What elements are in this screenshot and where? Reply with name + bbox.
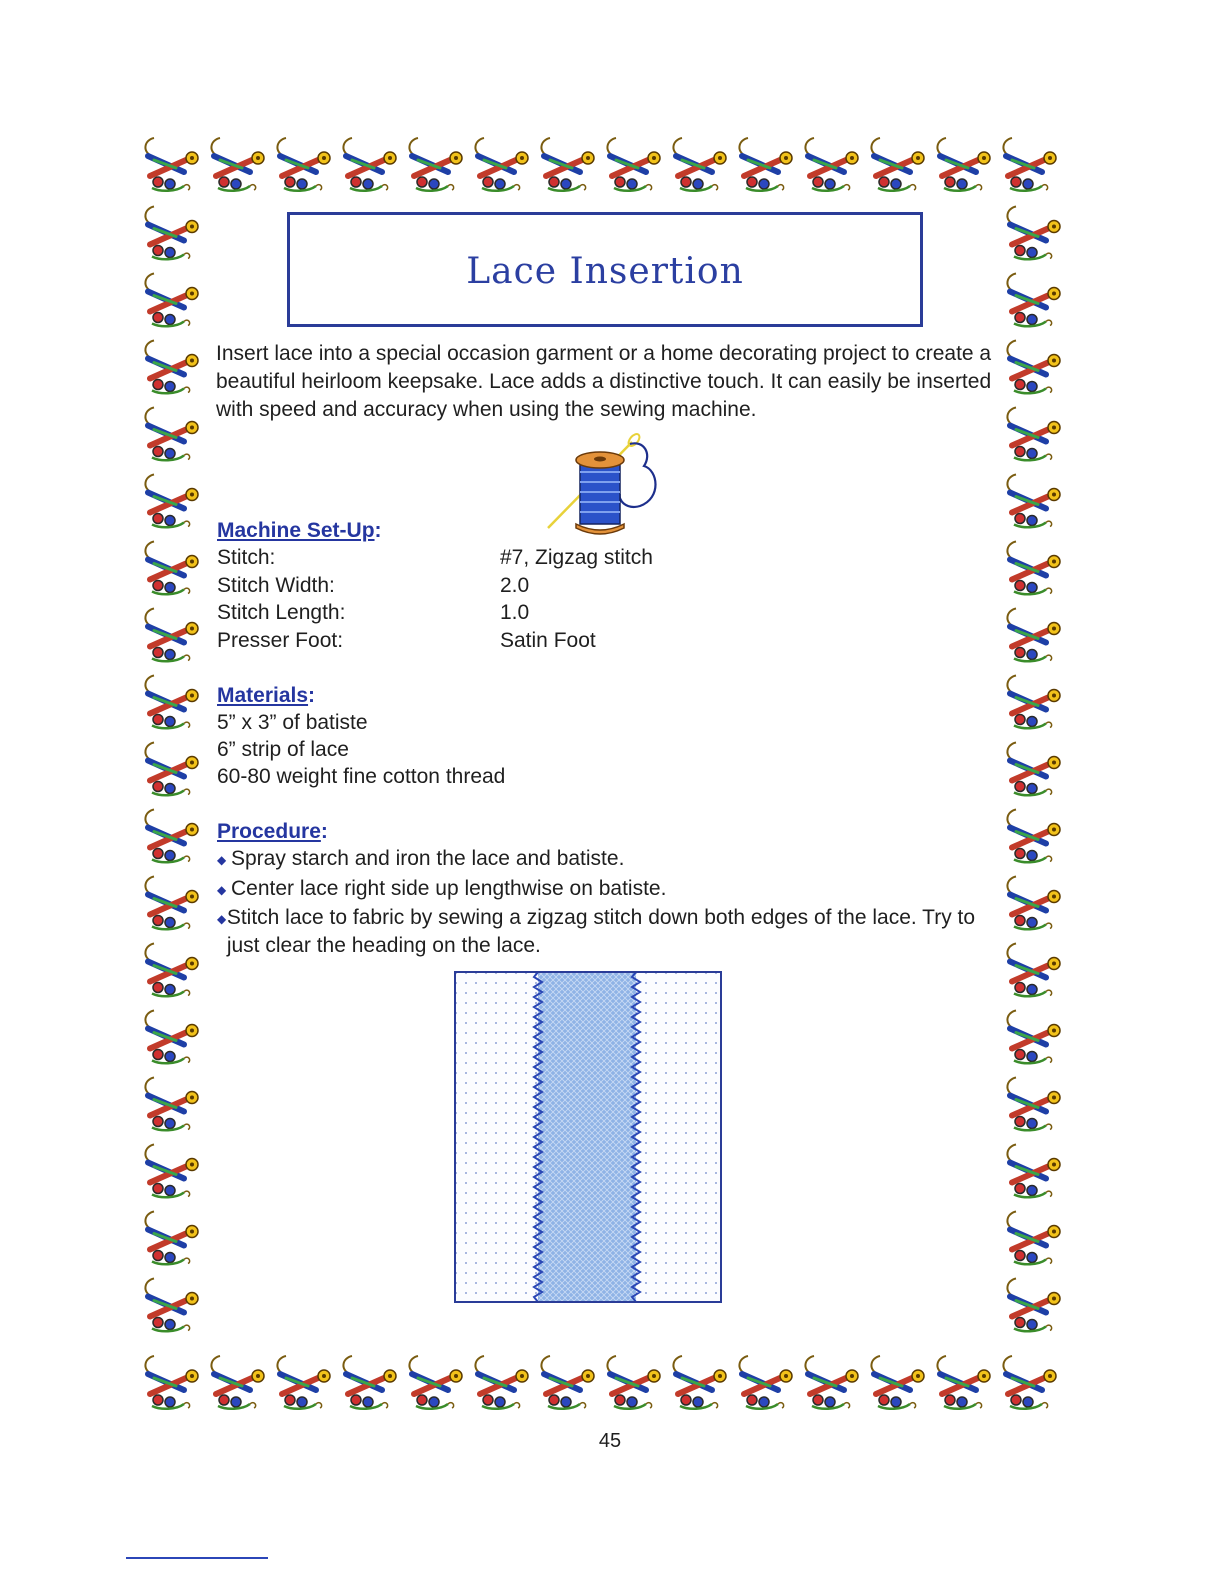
scissors-spool-icon bbox=[1002, 667, 1064, 734]
scissors-spool-icon bbox=[602, 1350, 664, 1412]
scissors-spool-icon bbox=[1002, 935, 1064, 1002]
procedure-step: Stitch lace to fabric by sewing a zigzag stitch down both edges of the lace. Try to just clear the heading on the lace. bbox=[226, 906, 976, 957]
scissors-spool-icon bbox=[140, 132, 202, 194]
scissors-spool-icon bbox=[338, 132, 400, 194]
scissors-spool-icon bbox=[998, 132, 1060, 194]
scissors-spool-icon bbox=[206, 1350, 268, 1412]
scissors-spool-icon bbox=[1002, 734, 1064, 801]
scissors-spool-icon bbox=[668, 132, 730, 194]
setup-label: Stitch Width: bbox=[217, 573, 335, 597]
page-title: Lace Insertion bbox=[466, 251, 744, 292]
machine-setup-table bbox=[217, 544, 653, 654]
list-item: 5” x 3” of batiste bbox=[217, 711, 368, 734]
scissors-spool-icon bbox=[206, 132, 268, 194]
machine-setup-heading: Machine Set-Up: bbox=[217, 519, 382, 542]
procedure-heading-text: Procedure bbox=[217, 820, 321, 843]
setup-label: Stitch Length: bbox=[217, 601, 346, 624]
bullet-icon: ◆ bbox=[217, 882, 227, 897]
scissors-spool-icon bbox=[140, 1069, 202, 1136]
scissors-spool-icon bbox=[536, 1350, 598, 1412]
bullet-icon: ◆ bbox=[217, 912, 227, 926]
scissors-spool-icon bbox=[140, 399, 202, 466]
scissors-spool-icon bbox=[272, 1350, 334, 1412]
scissors-spool-icon bbox=[1002, 533, 1064, 600]
setup-row bbox=[217, 572, 653, 600]
intro-paragraph: Insert lace into a special occasion garment or a home decorating project to create a beautiful heirloom keepsake. Lace adds a distinctive touch. It can easily be inserted with speed and accuracy when using the sewing machine. bbox=[216, 342, 992, 421]
scissors-spool-icon bbox=[140, 734, 202, 801]
scissors-spool-icon bbox=[734, 1350, 796, 1412]
scissors-spool-icon bbox=[140, 667, 202, 734]
decorative-border-right bbox=[1002, 198, 1064, 1337]
scissors-spool-icon bbox=[1002, 600, 1064, 667]
machine-setup-heading-text: Machine Set-Up bbox=[217, 519, 375, 542]
scissors-spool-icon bbox=[140, 332, 202, 399]
thread-spool-icon bbox=[540, 430, 665, 535]
footer-rule bbox=[126, 1557, 268, 1559]
list-item bbox=[217, 875, 977, 905]
setup-value: Satin Foot bbox=[500, 628, 596, 652]
scissors-spool-icon bbox=[470, 132, 532, 194]
setup-label: Stitch: bbox=[217, 546, 276, 569]
scissors-spool-icon bbox=[998, 1350, 1060, 1412]
scissors-spool-icon bbox=[800, 132, 862, 194]
scissors-spool-icon bbox=[866, 1350, 928, 1412]
lace-strip bbox=[538, 972, 636, 1302]
decorative-border-left bbox=[140, 198, 202, 1337]
setup-value: 1.0 bbox=[500, 601, 530, 624]
scissors-spool-icon bbox=[668, 1350, 730, 1412]
setup-value: #7, Zigzag stitch bbox=[500, 546, 653, 569]
lace-insertion-diagram bbox=[454, 971, 722, 1303]
scissors-spool-icon bbox=[140, 1002, 202, 1069]
decorative-border-top bbox=[140, 132, 1060, 194]
list-item: 60-80 weight fine cotton thread bbox=[217, 765, 506, 788]
scissors-spool-icon bbox=[1002, 1203, 1064, 1270]
scissors-spool-icon bbox=[140, 198, 202, 265]
scissors-spool-icon bbox=[272, 132, 334, 194]
scissors-spool-icon bbox=[140, 801, 202, 868]
materials-heading-text: Materials bbox=[217, 684, 309, 707]
procedure-step: Spray starch and iron the lace and batiste. bbox=[231, 847, 625, 870]
scissors-spool-icon bbox=[140, 600, 202, 667]
materials-list bbox=[217, 709, 505, 790]
bullet-icon: ◆ bbox=[217, 853, 227, 867]
scissors-spool-icon bbox=[1002, 466, 1064, 533]
scissors-spool-icon bbox=[1002, 1002, 1064, 1069]
scissors-spool-icon bbox=[140, 935, 202, 1002]
scissors-spool-icon bbox=[470, 1350, 532, 1412]
setup-row bbox=[217, 544, 653, 572]
scissors-spool-icon bbox=[1002, 265, 1064, 332]
scissors-spool-icon bbox=[1002, 399, 1064, 466]
scissors-spool-icon bbox=[1002, 1069, 1064, 1136]
list-item: 6” strip of lace bbox=[217, 738, 349, 761]
setup-row bbox=[217, 599, 653, 627]
scissors-spool-icon bbox=[1002, 868, 1064, 935]
scissors-spool-icon bbox=[140, 1136, 202, 1203]
scissors-spool-icon bbox=[1002, 332, 1064, 399]
scissors-spool-icon bbox=[140, 466, 202, 533]
setup-row bbox=[217, 627, 653, 655]
scissors-spool-icon bbox=[932, 1350, 994, 1412]
scissors-spool-icon bbox=[140, 1270, 202, 1337]
scissors-spool-icon bbox=[404, 132, 466, 194]
list-item bbox=[217, 904, 977, 959]
scissors-spool-icon bbox=[140, 265, 202, 332]
scissors-spool-icon bbox=[140, 1203, 202, 1270]
title-box bbox=[287, 212, 923, 327]
procedure-step: Center lace right side up lengthwise on batiste. bbox=[231, 876, 667, 900]
decorative-border-bottom bbox=[140, 1350, 1060, 1412]
scissors-spool-icon bbox=[866, 132, 928, 194]
scissors-spool-icon bbox=[140, 868, 202, 935]
page-number: 45 bbox=[598, 1430, 622, 1452]
scissors-spool-icon bbox=[602, 132, 664, 194]
list-item bbox=[217, 845, 977, 875]
scissors-spool-icon bbox=[338, 1350, 400, 1412]
scissors-spool-icon bbox=[734, 132, 796, 194]
scissors-spool-icon bbox=[1002, 1136, 1064, 1203]
scissors-spool-icon bbox=[800, 1350, 862, 1412]
scissors-spool-icon bbox=[932, 132, 994, 194]
setup-value: 2.0 bbox=[500, 573, 530, 597]
materials-heading: Materials: bbox=[217, 684, 316, 707]
scissors-spool-icon bbox=[1002, 801, 1064, 868]
procedure-list bbox=[217, 845, 977, 959]
setup-label: Presser Foot: bbox=[217, 628, 344, 652]
procedure-heading: Procedure: bbox=[217, 820, 328, 843]
scissors-spool-icon bbox=[140, 1350, 202, 1412]
scissors-spool-icon bbox=[1002, 198, 1064, 265]
scissors-spool-icon bbox=[404, 1350, 466, 1412]
scissors-spool-icon bbox=[536, 132, 598, 194]
scissors-spool-icon bbox=[1002, 1270, 1064, 1337]
scissors-spool-icon bbox=[140, 533, 202, 600]
